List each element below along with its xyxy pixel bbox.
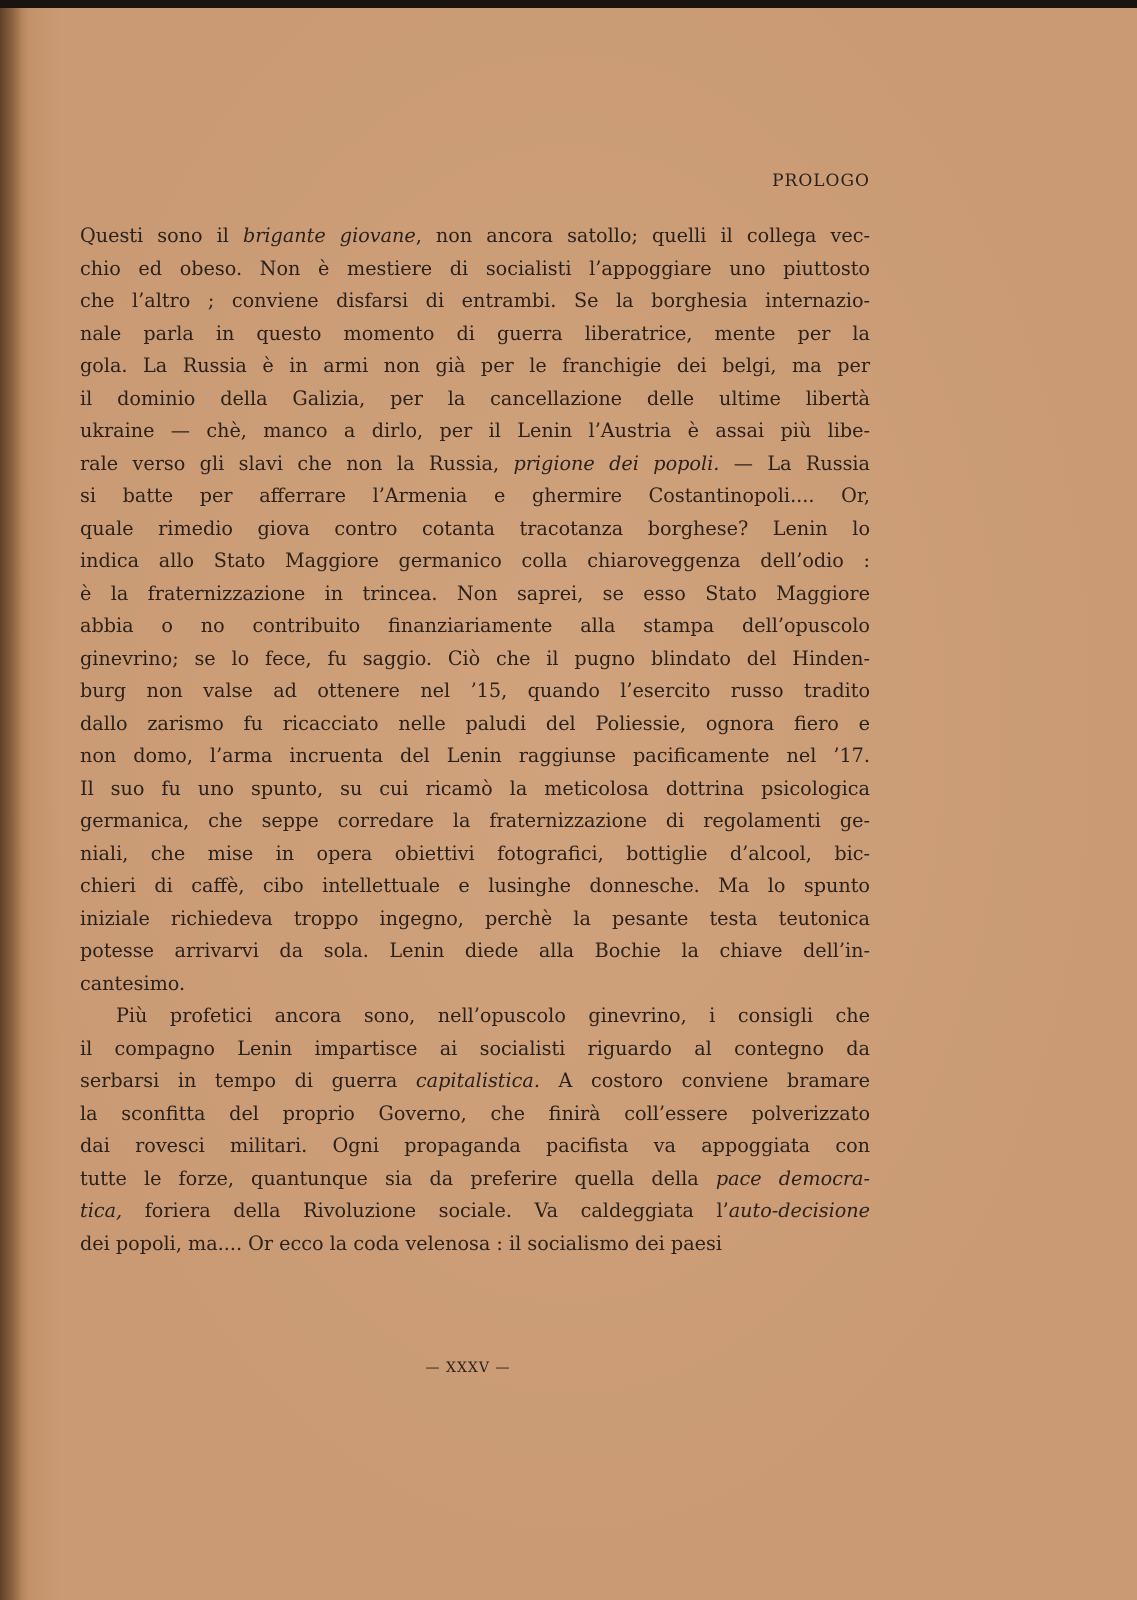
text-line: serbarsi in tempo di guerra capitalistica. A costoro conviene bramare (80, 1069, 870, 1092)
text-line: il compagno Lenin impartisce ai socialisti riguardo al contegno da (80, 1036, 870, 1060)
text-line: è la fraternizzazione in trincea. Non saprei, se esso Stato Maggiore (80, 581, 870, 605)
text-line: dallo zarismo fu ricacciato nelle paludi del Poliessie, ognora fiero e (80, 711, 870, 735)
text-line: Più profetici ancora sono, nell’opuscolo ginevrino, i consigli che (116, 1004, 870, 1027)
text-line: si batte per afferrare l’Armenia e ghermire Costantinopoli.... Or, (80, 484, 870, 507)
page-number: — XXXV — (425, 1360, 511, 1376)
text-line: gola. La Russia è in armi non già per le franchigie dei belgi, ma per (80, 354, 870, 377)
body-text (80, 220, 870, 1260)
text-line: il dominio della Galizia, per la cancellazione delle ultime libertà (80, 386, 870, 410)
text-line: indica allo Stato Maggiore germanico colla chiaroveggenza dell’odio : (80, 549, 870, 572)
text-line: ginevrino; se lo fece, fu saggio. Ciò che il pugno blindato del Hinden- (80, 646, 870, 670)
text-line: non domo, l’arma incruenta del Lenin raggiunse pacificamente nel ’17. (80, 744, 870, 767)
text-line: tica, foriera della Rivoluzione sociale. Va caldeggiata l’auto-decisione (80, 1199, 870, 1222)
text-line: Il suo fu uno spunto, su cui ricamò la meticolosa dottrina psicologica (80, 776, 870, 800)
text-line: potesse arrivarvi da sola. Lenin diede alla Bochie la chiave dell’in- (80, 939, 870, 962)
text-line: dai rovesci militari. Ogni propaganda pacifista va appoggiata con (80, 1134, 870, 1157)
text-line: Questi sono il brigante giovane, non ancora satollo; quelli il collega vec- (80, 224, 870, 247)
text-line: quale rimedio giova contro cotanta tracotanza borghese? Lenin lo (80, 516, 870, 540)
text-line: cantesimo. (80, 971, 186, 995)
text-line: rale verso gli slavi che non la Russia, prigione dei popoli. — La Russia (80, 451, 870, 475)
text-line: abbia o no contribuito finanziariamente alla stampa dell’opuscolo (80, 614, 870, 637)
text-line: burg non valse ad ottenere nel ’15, quando l’esercito russo tradito (80, 679, 870, 702)
text-line: ukraine — chè, manco a dirlo, per il Lenin l’Austria è assai più libe- (80, 419, 870, 442)
text-line: che l’altro ; conviene disfarsi di entrambi. Se la borghesia internazio- (80, 289, 870, 312)
text-line: chio ed obeso. Non è mestiere di socialisti l’appoggiare uno piuttosto (80, 256, 870, 280)
spine-shadow (0, 8, 22, 1600)
text-line: niali, che mise in opera obiettivi fotografici, bottiglie d’alcool, bic- (80, 841, 870, 865)
book-page (0, 8, 1137, 1600)
text-line: la sconfitta del proprio Governo, che finirà coll’essere polverizzato (80, 1101, 870, 1125)
text-line: tutte le forze, quantunque sia da preferire quella della pace democra- (80, 1166, 870, 1190)
text-line: nale parla in questo momento di guerra liberatrice, mente per la (80, 321, 870, 345)
text-line: dei popoli, ma.... Or ecco la coda velenosa : il socialismo dei paesi (80, 1231, 722, 1255)
text-line: germanica, che seppe corredare la fraternizzazione di regolamenti ge- (80, 809, 870, 832)
text-line: chieri di caffè, cibo intellettuale e lusinghe donnesche. Ma lo spunto (80, 874, 870, 897)
text-line: iniziale richiedeva troppo ingegno, perchè la pesante testa teutonica (80, 906, 870, 930)
running-title: PROLOGO (772, 171, 870, 191)
